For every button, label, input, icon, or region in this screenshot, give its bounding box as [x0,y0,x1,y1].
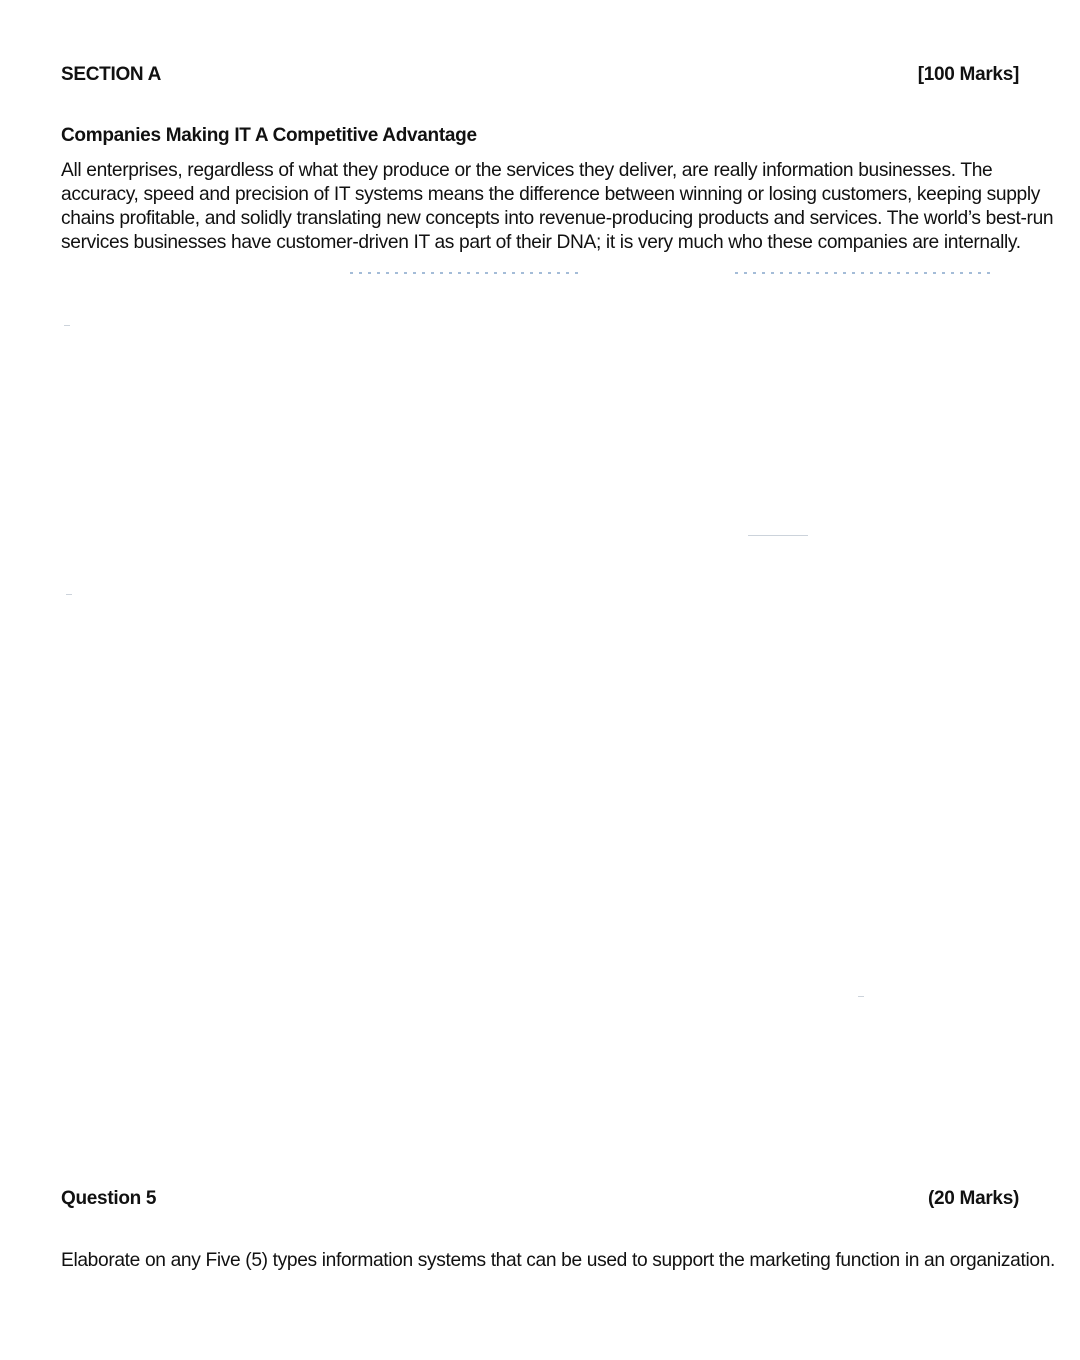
scan-speck [66,594,72,595]
question-marks: (20 Marks) [928,1188,1019,1209]
scan-speck [64,325,70,326]
case-study-paragraph [61,159,1054,255]
paragraph-line-3: chains profitable, and solidly translating new concepts into revenue-producing products and services. The world’s best-run [61,208,1054,229]
section-marks: [100 Marks] [917,64,1019,85]
case-study-heading: Companies Making IT A Competitive Advantage [61,125,477,146]
paragraph-line-4: services businesses have customer-driven IT as part of their DNA; it is very much who these companies are internally. [61,232,1021,253]
paragraph-line-2: accuracy, speed and precision of IT systems means the difference between winning or losing customers, keeping supply [61,184,1041,205]
scan-speck [858,996,864,997]
section-title: SECTION A [61,64,162,85]
question-header [61,1188,1019,1210]
scan-artifact-left [350,272,580,274]
section-header [61,64,1019,86]
question-text: Elaborate on any Five (5) types information systems that can be used to support the marketing function in an organization. [61,1250,1055,1271]
scan-speck [748,535,808,536]
question-label: Question 5 [61,1188,157,1209]
scan-artifact-right [735,272,995,274]
paragraph-line-1: All enterprises, regardless of what they produce or the services they deliver, are really information businesses. The [61,160,993,181]
